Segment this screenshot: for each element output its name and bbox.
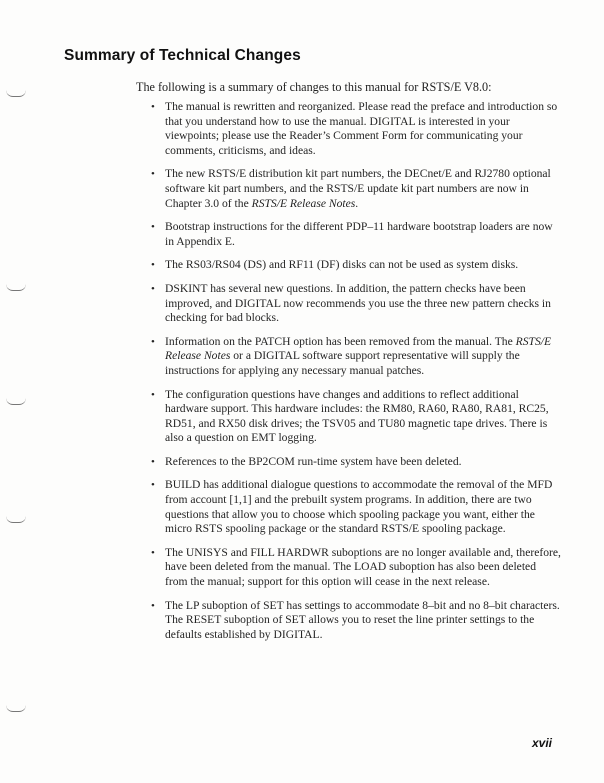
release-notes-title: RSTS/E Release Notes [251,196,356,210]
list-item [151,388,561,446]
list-item [151,335,561,379]
binder-hole-mark [6,90,26,97]
binder-hole-mark [6,516,26,523]
page-title: Summary of Technical Changes [64,47,301,64]
bullet-icon: • [151,282,155,295]
bullet-icon: • [151,221,155,234]
list-item [151,478,561,536]
list-item-text: The RS03/RS04 (DS) and RF11 (DF) disks can not be used as system disks. [165,258,519,272]
binder-hole-mark [6,705,26,712]
list-item [151,282,561,326]
bullet-icon: • [151,455,155,468]
page-number: xvii [531,736,552,750]
bullet-icon: • [151,168,155,181]
list-item-text: The UNISYS and FILL HARDWR suboptions are no longer available and, therefore, have been deleted from the manual. The LOAD suboption has also been deleted from the manual; support for this option will cease in the next release. [165,545,561,589]
changes-list [151,100,561,651]
list-item-text-end: . [355,196,359,210]
bullet-icon: • [151,335,155,348]
bullet-icon: • [151,479,155,492]
list-item-text: References to the BP2COM run-time system have been deleted. [165,454,462,468]
list-item-text: The LP suboption of SET has settings to accommodate 8–bit and no 8–bit characters. The RESET suboption of SET allows you to reset the line printer settings to the defaults established by DIGITAL. [165,598,560,641]
intro-paragraph: The following is a summary of changes to this manual for RSTS/E V8.0: [136,80,492,94]
list-item [151,100,561,158]
list-item-text: The manual is rewritten and reorganized. Please read the preface and introduction so that you understand how to use the manual. DIGITAL is interested in your viewpoints; please use the Reader’s Comment Form for communicating your comments, criticisms, and ideas. [165,100,558,157]
list-item-text: DSKINT has several new questions. In addition, the pattern checks have been improved, and DIGITAL now recommends you use the three new pattern checks in checking for bad blocks. [165,281,551,325]
list-item [151,258,561,273]
bullet-icon: • [151,546,155,559]
binder-hole-mark [6,284,26,291]
list-item [151,546,561,590]
bullet-icon: • [151,101,155,113]
binder-hole-mark [6,398,26,405]
bullet-icon: • [151,599,155,612]
list-item-text: The new RSTS/E distribution kit part numbers, the DECnet/E and RJ2780 optional software kit part numbers, and the RSTS/E update kit part numbers are now in Chapter 3.0 of the [165,167,551,210]
list-item [151,599,561,643]
list-item-text: Information on the PATCH option has been removed from the manual. The [165,334,516,348]
list-item-text: Bootstrap instructions for the different PDP–11 hardware bootstrap loaders are now in Appendix E. [165,220,553,248]
list-item [151,167,561,211]
list-item [151,455,561,470]
list-item [151,220,561,249]
list-item-text-end: or a DIGITAL software support representative will supply the instructions for applying any necessary manual patches. [165,349,520,377]
list-item-text: BUILD has additional dialogue questions to accommodate the removal of the MFD from account [1,1] and the prebuilt system programs. In addition, there are two questions that allow you to choose which spooling package you want, either the micro RSTS spooling package or the standard RSTS/E spooling package. [165,478,553,536]
bullet-icon: • [151,259,155,272]
list-item-text: The configuration questions have changes and additions to reflect additional hardware support. This hardware includes: the RM80, RA60, RA80, RA81, RC25, RD51, and RX50 disk drives; the TSV05 and TU80 magnetic tape drives. There is also a question on EMT logging. [165,387,549,445]
release-notes-title: RSTS/E Release Notes [165,334,552,363]
bullet-icon: • [151,388,155,401]
